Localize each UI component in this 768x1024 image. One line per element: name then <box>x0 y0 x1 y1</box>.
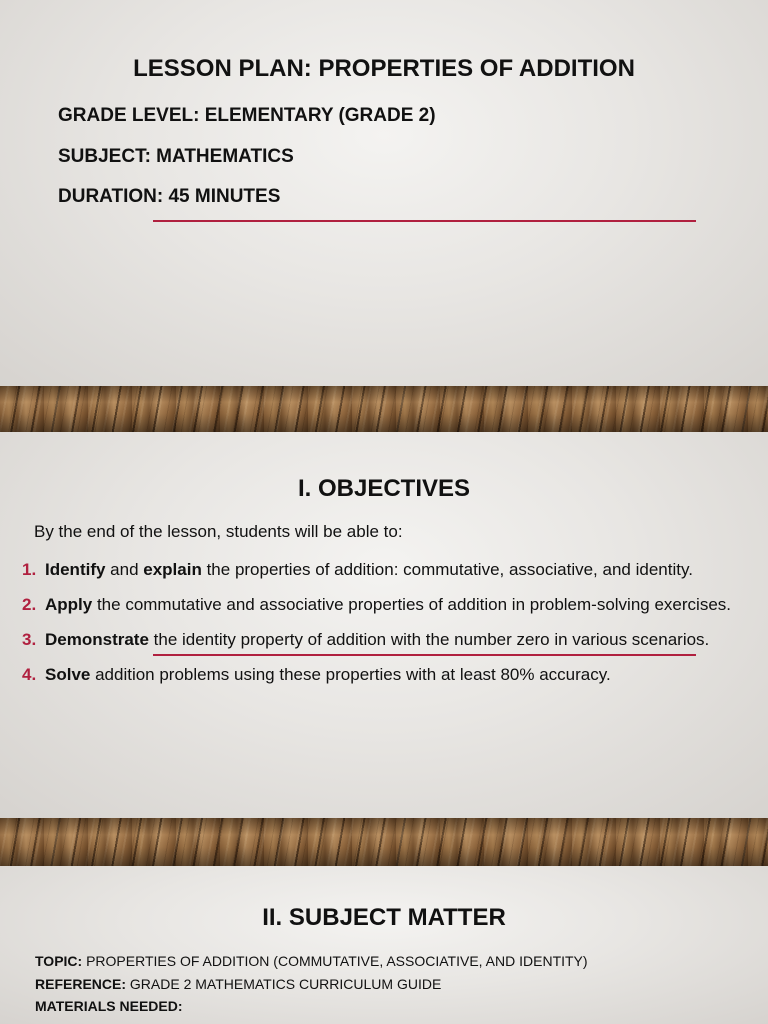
objective-number: 3. <box>22 630 37 649</box>
grade-level-text: GRADE LEVEL: ELEMENTARY (GRADE 2) <box>58 105 436 126</box>
accent-divider <box>153 220 696 222</box>
subject-matter-heading: II. SUBJECT MATTER <box>262 904 506 931</box>
objective-item <box>22 591 742 619</box>
objective-number: 4. <box>22 665 37 684</box>
wood-floor-divider <box>0 818 768 866</box>
topic-label: TOPIC: <box>35 953 83 969</box>
wood-floor-divider <box>0 386 768 432</box>
topic-value: PROPERTIES OF ADDITION (COMMUTATIVE, ASSOCIATIVE, AND IDENTITY) <box>82 953 588 969</box>
objective-text <box>45 626 742 654</box>
objective-text-part: and <box>105 560 144 579</box>
objectives-intro: By the end of the lesson, students will be able to: <box>34 522 403 541</box>
objective-item <box>22 556 742 584</box>
subject-text: SUBJECT: MATHEMATICS <box>58 146 294 167</box>
materials-label: MATERIALS NEEDED: <box>35 998 183 1014</box>
objective-item <box>22 661 742 689</box>
objective-item <box>22 626 742 654</box>
objective-text-part: the identity property of addition with the number zero in various scenarios. <box>148 630 710 649</box>
duration-text: DURATION: 45 MINUTES <box>58 186 281 207</box>
objective-text-part: addition problems using these properties with at least 80% accuracy. <box>90 665 611 684</box>
objective-text-part: the commutative and associative properties of addition in problem-solving exercises. <box>92 595 731 614</box>
objective-keyword: Solve <box>45 665 91 684</box>
slide-title <box>0 0 768 386</box>
materials-line <box>35 998 183 1014</box>
reference-label: REFERENCE: <box>35 976 127 992</box>
objective-text <box>45 556 742 584</box>
topic-line <box>35 953 588 969</box>
accent-divider <box>153 654 696 656</box>
objective-number: 2. <box>22 595 37 614</box>
objective-text <box>45 591 742 619</box>
objectives-heading: I. OBJECTIVES <box>297 475 471 502</box>
objective-keyword: Identify <box>45 560 106 579</box>
reference-line <box>35 976 441 992</box>
objective-number: 1. <box>22 560 37 579</box>
objective-keyword: Apply <box>45 595 93 614</box>
objective-text <box>45 661 742 689</box>
objective-keyword: explain <box>143 560 202 579</box>
objectives-list <box>22 556 742 696</box>
slide-title-heading: LESSON PLAN: PROPERTIES OF ADDITION <box>133 55 635 82</box>
slide-objectives <box>0 432 768 818</box>
reference-value: GRADE 2 MATHEMATICS CURRICULUM GUIDE <box>126 976 442 992</box>
objective-keyword: Demonstrate <box>45 630 149 649</box>
objective-text-part: the properties of addition: commutative, associative, and identity. <box>201 560 693 579</box>
slide-subject-matter <box>0 866 768 1024</box>
